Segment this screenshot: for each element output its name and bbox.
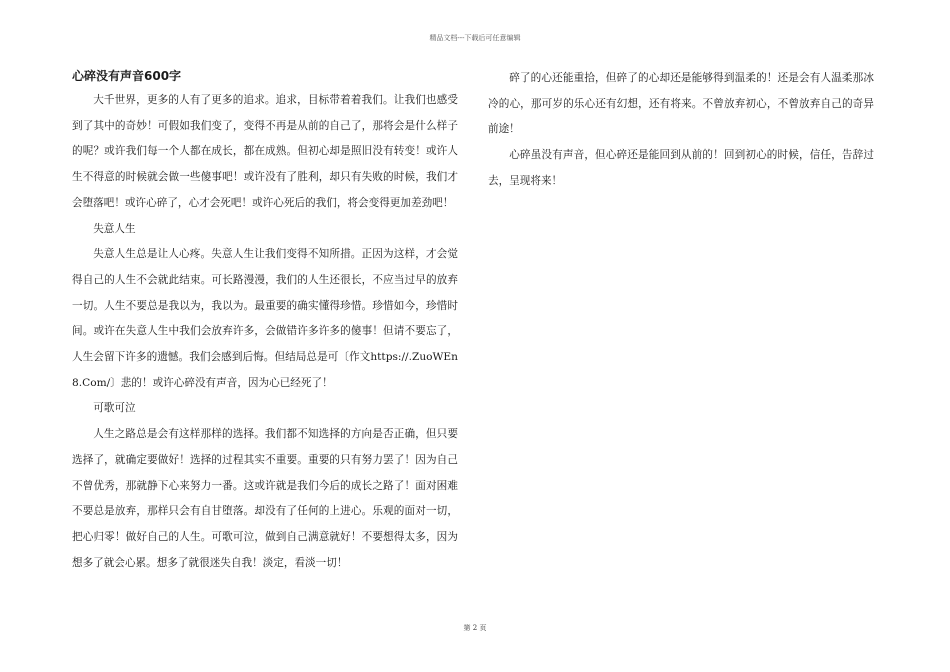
paragraph-intro: 大千世界，更多的人有了更多的追求。追求，目标带着着我们。让我们也感受到了其中的奇妙！可假如我们变了，变得不再是从前的自己了，那将会是什么样子的呢？或许我们每一个人都在成长，都在成熟。但初心却是照旧没有转变！或许人生不得意的时候就会做一些傻事吧！或许没有了胜利，却只有失败的时候，我们才会堕落吧！或许心碎了，心才会死吧！或许心死后的我们，将会变得更加差劲吧！ — [72, 94, 458, 209]
right-column — [488, 66, 874, 195]
left-column — [72, 66, 458, 576]
section-heading-failure: 失意人生 — [93, 222, 136, 235]
paragraph-moving: 人生之路总是会有这样那样的选择。我们都不知选择的方向是否正确，但只要选择了，就确定要做好！选择的过程其实不重要。重要的只有努力罢了！因为自己不曾优秀，那就静下心来努力一番。这或许就是我们今后的成长之路了！面对困难不要总是放弃，那样只会有自甘堕落。却没有了任何的上进心。乐观的面对一切，把心归零！做好自己的人生。可歌可泣，做到自己满意就好！不要想得太多，因为想多了就会心累。想多了就很迷失自我！淡定，看淡一切！ — [72, 428, 458, 569]
paragraph-heart-mend: 碎了的心还能重拾，但碎了的心却还是能够得到温柔的！还是会有人温柔那冰冷的心，那可岁的乐心还有幻想，还有将来。不曾放弃初心，不曾放弃自己的奇异前途！ — [488, 72, 874, 136]
page-number: 第 2 页 — [463, 624, 487, 632]
page-header: 精品文档---下载后可任意编辑 — [429, 34, 521, 42]
paragraph-failure: 失意人生总是让人心疼。失意人生让我们变得不知所措。正因为这样，才会觉得自己的人生不会就此结束。可长路漫漫，我们的人生还很长，不应当过早的放弃一切。人生不要总是我以为，我以为。最重要的确实懂得珍惜。珍惜如今，珍惜时间。或许在失意人生中我们会放弃许多，会做错许多许多的傻事！但请不要忘了，人生会留下许多的遗憾。我们会感到后悔。但结局总是可〔作文https://.ZuoWEn8.Com/〕悲的！或许心碎没有声音，因为心已经死了！ — [72, 248, 458, 389]
section-heading-moving: 可歌可泣 — [93, 402, 136, 415]
article-title: 心碎没有声音600字 — [72, 69, 182, 83]
paragraph-conclusion: 心碎虽没有声音，但心碎还是能回到从前的！回到初心的时候，信任，告辞过去，呈现将来！ — [488, 149, 874, 187]
